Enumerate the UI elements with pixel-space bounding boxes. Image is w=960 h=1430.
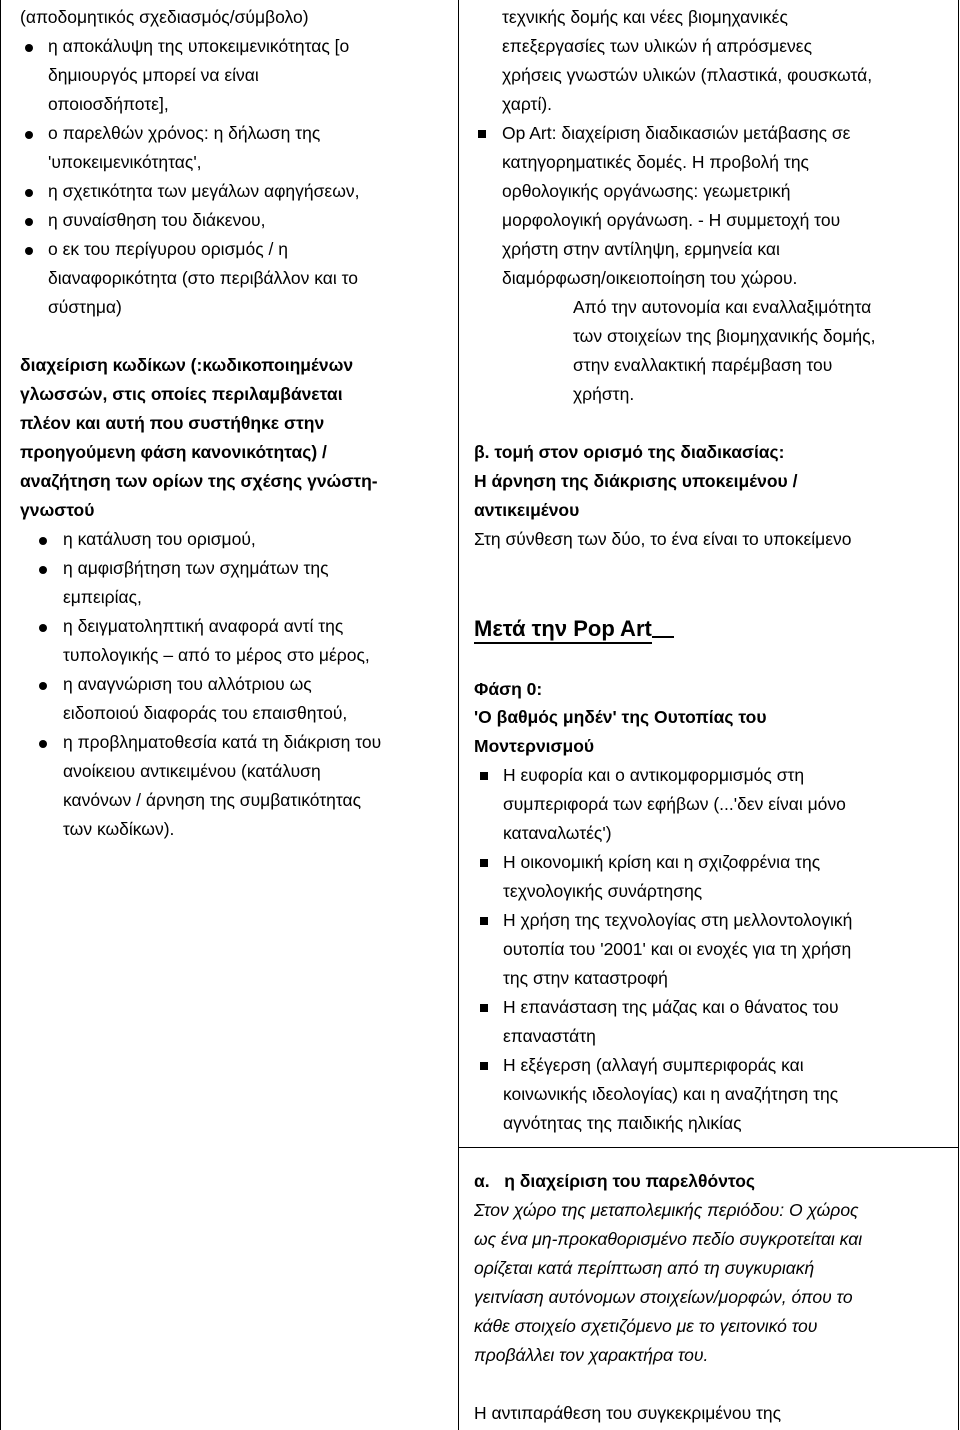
right-autonomy-line4: χρήστη. <box>573 384 635 404</box>
alpha-heading: α. η διαχείριση του παρελθόντος <box>474 1171 756 1191</box>
alpha-text-line1: Στον χώρο της μεταπολεμικής περιόδου: Ο χώρος <box>474 1200 859 1220</box>
left-heading-line1: διαχείριση κωδίκων (:κωδικοποιημένων <box>20 355 354 375</box>
alpha-text-line6: προβάλλει τον χαρακτήρα του. <box>474 1345 709 1365</box>
alpha-text-line5: κάθε στοιχείο σχετιζόμενο με το γειτονικό του <box>474 1316 818 1336</box>
phase-title-line3: Μοντερνισμού <box>474 736 595 756</box>
right-autonomy-line2: των στοιχείων της βιομηχανικής δομής, <box>573 326 876 346</box>
phase-title-line1: Φάση 0: <box>474 679 543 699</box>
bullet-dot <box>39 624 47 632</box>
bullet-dot <box>25 131 33 139</box>
right-beta-heading-line1: β. τομή στον ορισμό της διαδικασίας: <box>474 442 785 462</box>
left-bullet2-2-line1: η αμφισβήτηση των σχημάτων της <box>63 558 329 578</box>
right-beta-text: Στη σύνθεση των δύο, το ένα είναι το υποκείμενο <box>474 529 852 549</box>
phase-item3-line1: Η χρήση της τεχνολογίας στη μελλοντολογική <box>503 910 853 930</box>
bullet-dot <box>25 218 33 226</box>
phase-item5-line1: Η εξέγερση (αλλαγή συμπεριφοράς και <box>503 1055 804 1075</box>
right-opart-line6: διαμόρφωση/οικειοποίηση του χώρου. <box>502 268 798 288</box>
bullet-dot <box>39 566 47 574</box>
left-bullet2-1-line1: η κατάλυση του ορισμού, <box>63 529 256 549</box>
right-top-line4: χαρτί). <box>502 94 553 114</box>
bullet-dot <box>39 740 47 748</box>
right-autonomy-line1: Από την αυτονομία και εναλλαξιμότητα <box>573 297 872 317</box>
left-bullet1-4-line1: η συναίσθηση του διάκενου, <box>48 210 266 230</box>
left-bullet2-5-line3: κανόνων / άρνηση της συμβατικότητας <box>63 790 362 810</box>
left-bullet2-2-line2: εμπειρίας, <box>63 587 142 607</box>
left-bullet1-1-line2: δημιουργός μπορεί να είναι <box>48 65 259 85</box>
right-opart-line5: χρήστη στην αντίληψη, ερμηνεία και <box>502 239 780 259</box>
right-opart-line2: κατηγορηματικές δομές. Η προβολή της <box>502 152 809 172</box>
phase-item1-line3: καταναλωτές') <box>503 823 612 843</box>
bullet-dot <box>25 189 33 197</box>
left-heading-line3: πλέον και αυτή που συστήθηκε στην <box>20 413 325 433</box>
square-bullet-icon <box>480 859 488 867</box>
table-border-right <box>958 0 959 1430</box>
phase-item4-line2: επαναστάτη <box>503 1026 596 1046</box>
left-bullet1-2-line2: 'υποκειμενικότητας', <box>48 152 202 172</box>
left-bullet1-1-line1: η αποκάλυψη της υποκειμενικότητας [ο <box>48 36 350 56</box>
square-bullet-icon <box>480 1062 488 1070</box>
left-bullet2-5-line4: των κωδίκων). <box>63 819 175 839</box>
phase-item2-line1: Η οικονομική κρίση και η σχιζοφρένια της <box>503 852 821 872</box>
right-beta-heading-line2: Η άρνηση της διάκρισης υποκειμένου / <box>474 471 798 491</box>
heading-underline-tail <box>652 612 674 638</box>
phase-item3-line2: ουτοπία του '2001' και οι ενοχές για τη χρήση <box>503 939 852 959</box>
right-top-line3: χρήσεις γνωστών υλικών (πλαστικά, φουσκωτά, <box>502 65 873 85</box>
phase-item1-line2: συμπεριφορά των εφήβων (...'δεν είναι μόνο <box>503 794 846 814</box>
left-heading-line6: γνωστού <box>20 500 95 520</box>
right-beta-heading-line3: αντικειμένου <box>474 500 580 520</box>
phase-title-line2: 'Ο βαθμός μηδέν' της Ουτοπίας του <box>474 707 767 727</box>
bullet-dot <box>25 44 33 52</box>
right-opart-line4: μορφολογική οργάνωση. - Η συμμετοχή του <box>502 210 841 230</box>
left-heading-line2: γλωσσών, στις οποίες περιλαμβάνεται <box>20 384 343 404</box>
left-bullet1-5-line3: σύστημα) <box>48 297 122 317</box>
right-top-line2: επεξεργασίες των υλικών ή απρόσμενες <box>502 36 813 56</box>
phase-item5-line3: αγνότητας της παιδικής ηλικίας <box>503 1113 742 1133</box>
left-bullet1-1-line3: οποιοσδήποτε], <box>48 94 169 114</box>
alpha-text-line3: ορίζεται κατά περίπτωση από τη συγκυριακή <box>474 1258 815 1278</box>
left-bullet1-5-line2: διαναφορικότητα (στο περιβάλλον και το <box>48 268 359 288</box>
phase-item1-line1: Η ευφορία και ο αντικομφορμισμός στη <box>503 765 805 785</box>
right-cell-divider <box>459 1147 958 1148</box>
after-pop-art-text: Μετά την Pop Art <box>474 616 652 644</box>
right-opart-line3: ορθολογικής οργάνωσης: γεωμετρική <box>502 181 791 201</box>
left-bullet2-5-line2: ανοίκειου αντικειμένου (κατάλυση <box>63 761 321 781</box>
right-autonomy-line3: στην εναλλακτική παρέμβαση του <box>573 355 833 375</box>
phase-item5-line2: κοινωνικής ιδεολογίας) και η αναζήτηση της <box>503 1084 839 1104</box>
phase-item2-line2: τεχνολογικής συνάρτησης <box>503 881 703 901</box>
bullet-dot <box>25 247 33 255</box>
table-border-left <box>0 0 1 1430</box>
left-bullet1-2-line1: ο παρελθών χρόνος: η δήλωση της <box>48 123 321 143</box>
square-bullet-icon <box>478 130 486 138</box>
right-opart-line1: Op Art: διαχείριση διαδικασιών μετάβασης σε <box>502 123 851 143</box>
square-bullet-icon <box>480 772 488 780</box>
bullet-dot <box>39 682 47 690</box>
alpha-text-line2: ως ένα μη-προκαθορισμένο πεδίο συγκροτείται και <box>474 1229 863 1249</box>
bullet-dot <box>39 537 47 545</box>
left-heading-line4: προηγούμενη φάση κανονικότητας) / <box>20 442 327 462</box>
left-heading-line5: αναζήτηση των ορίων της σχέσης γνώστη- <box>20 471 378 491</box>
phase-item4-line1: Η επανάσταση της μάζας και ο θάνατος του <box>503 997 839 1017</box>
left-bullet2-5-line1: η προβληματοθεσία κατά τη διάκριση του <box>63 732 382 752</box>
table-border-middle <box>458 0 459 1430</box>
phase-item3-line3: της στην καταστροφή <box>503 968 668 988</box>
left-bullet2-4-line1: η αναγνώριση του αλλότριου ως <box>63 674 312 694</box>
left-intro: (αποδομητικός σχεδιασμός/σύμβολο) <box>20 7 309 27</box>
right-last-line: Η αντιπαράθεση του συγκεκριμένου της <box>474 1403 782 1423</box>
left-bullet2-4-line2: ειδοποιού διαφοράς του επαισθητού, <box>63 703 348 723</box>
left-bullet2-3-line2: τυπολογικής ‒ από το μέρος στο μέρος, <box>63 645 370 665</box>
alpha-text-line4: γειτνίαση αυτόνομων στοιχείων/μορφών, όπου το <box>474 1287 853 1307</box>
left-bullet1-5-line1: ο εκ του περίγυρου ορισμός / η <box>48 239 288 259</box>
square-bullet-icon <box>480 1004 488 1012</box>
after-pop-art-heading <box>474 612 674 646</box>
right-top-line1: τεχνικής δομής και νέες βιομηχανικές <box>502 7 788 27</box>
square-bullet-icon <box>480 917 488 925</box>
left-bullet1-3-line1: η σχετικότητα των μεγάλων αφηγήσεων, <box>48 181 360 201</box>
left-bullet2-3-line1: η δειγματοληπτική αναφορά αντί της <box>63 616 344 636</box>
